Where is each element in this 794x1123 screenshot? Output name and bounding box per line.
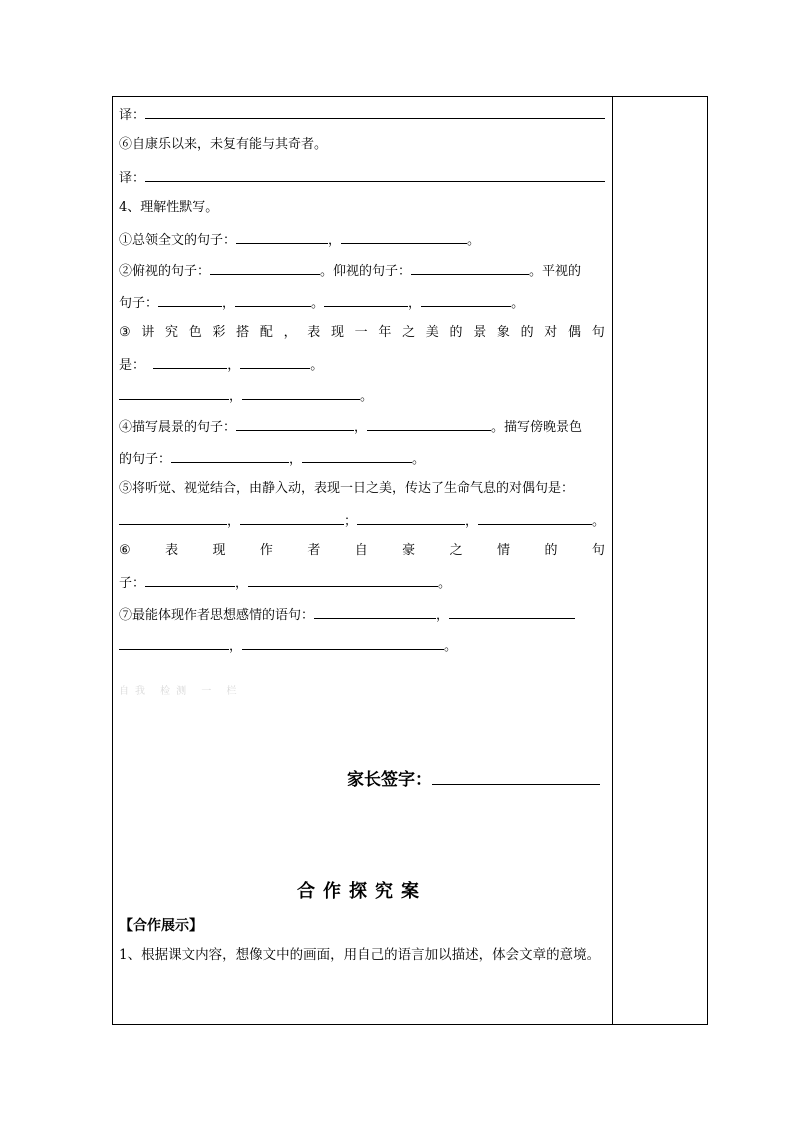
- worksheet-table: [112, 96, 708, 1025]
- q1-blank-a[interactable]: [236, 230, 328, 244]
- question-2-line-2: 句子： ， 。 ， 。: [119, 293, 605, 313]
- q2-blank-a[interactable]: [210, 261, 320, 275]
- translation-line-1: 译：: [119, 105, 605, 125]
- question-5: ⑤将听觉、视觉结合，由静入动，表现一日之美，传达了生命气息的对偶句是：: [119, 481, 575, 496]
- q1-blank-b[interactable]: [341, 230, 467, 244]
- question-4: ④描写晨景的句子： ， 。描写傍晚景色: [119, 417, 605, 437]
- cooperation-heading: 【合作展示】: [119, 918, 203, 934]
- q2-blank-d[interactable]: [235, 293, 311, 307]
- q2-blank-e[interactable]: [324, 293, 408, 307]
- question-5-line-2: ， ； ， 。: [119, 511, 605, 531]
- q4-blank-a[interactable]: [236, 417, 354, 431]
- question-7-line-2: ， 。: [119, 636, 605, 656]
- q5-blank-b[interactable]: [240, 511, 344, 525]
- q6-blank-a[interactable]: [145, 573, 235, 587]
- q5-blank-c[interactable]: [357, 511, 465, 525]
- question-6-line-2: 子： ， 。: [119, 573, 605, 593]
- q7-blank-b[interactable]: [449, 605, 575, 619]
- source-sentence-6: ⑥自康乐以来，未复有能与其奇者。: [119, 137, 328, 152]
- translation-blank-2[interactable]: [145, 168, 605, 182]
- q3-blank-d[interactable]: [242, 386, 360, 400]
- question-3: ③ 讲 究 色 彩 搭 配 ， 表 现 一 年 之 美 的 景 象 的 对 偶 句: [119, 325, 605, 340]
- q7-blank-d[interactable]: [242, 636, 444, 650]
- cooperation-item-1: 1、根据课文内容，想像文中的画面，用自己的语言加以描述，体会文章的意境。: [119, 947, 601, 963]
- question-2: ②俯视的句子： 。仰视的句子： 。平视的: [119, 261, 605, 281]
- q3-blank-a[interactable]: [153, 355, 227, 369]
- translation-blank-1[interactable]: [145, 105, 605, 119]
- q7-blank-a[interactable]: [314, 605, 436, 619]
- q5-blank-d[interactable]: [478, 511, 592, 525]
- question-6: ⑥ 表 现 作 者 自 豪 之 情 的 句: [119, 543, 605, 558]
- section-title: 合作探究案: [297, 881, 427, 902]
- q6-blank-b[interactable]: [248, 573, 438, 587]
- translation-line-2: 译：: [119, 168, 605, 188]
- q4-blank-b[interactable]: [367, 417, 491, 431]
- q3-blank-c[interactable]: [119, 386, 229, 400]
- signature-blank[interactable]: [432, 768, 600, 785]
- question-1: ①总领全文的句子： ， 。: [119, 230, 605, 250]
- q5-blank-a[interactable]: [119, 511, 227, 525]
- question-3-line-2: 是： ， 。: [119, 355, 605, 375]
- q3-blank-b[interactable]: [240, 355, 310, 369]
- q2-blank-c[interactable]: [158, 293, 222, 307]
- faint-watermark-text: 自我 检测 一 栏: [119, 686, 243, 697]
- question-4-line-2: 的句子： ， 。: [119, 449, 605, 469]
- q4-blank-c[interactable]: [171, 449, 289, 463]
- question-3-line-3: ， 。: [119, 386, 605, 406]
- parent-signature: 家长签字：: [347, 765, 600, 790]
- question-7: ⑦最能体现作者思想感情的语句： ，: [119, 605, 605, 625]
- q2-blank-b[interactable]: [411, 261, 529, 275]
- section-4-heading: 4、理解性默写。: [119, 200, 219, 215]
- q2-blank-f[interactable]: [421, 293, 511, 307]
- column-divider: [612, 97, 613, 1024]
- q7-blank-c[interactable]: [119, 636, 229, 650]
- q4-blank-d[interactable]: [302, 449, 412, 463]
